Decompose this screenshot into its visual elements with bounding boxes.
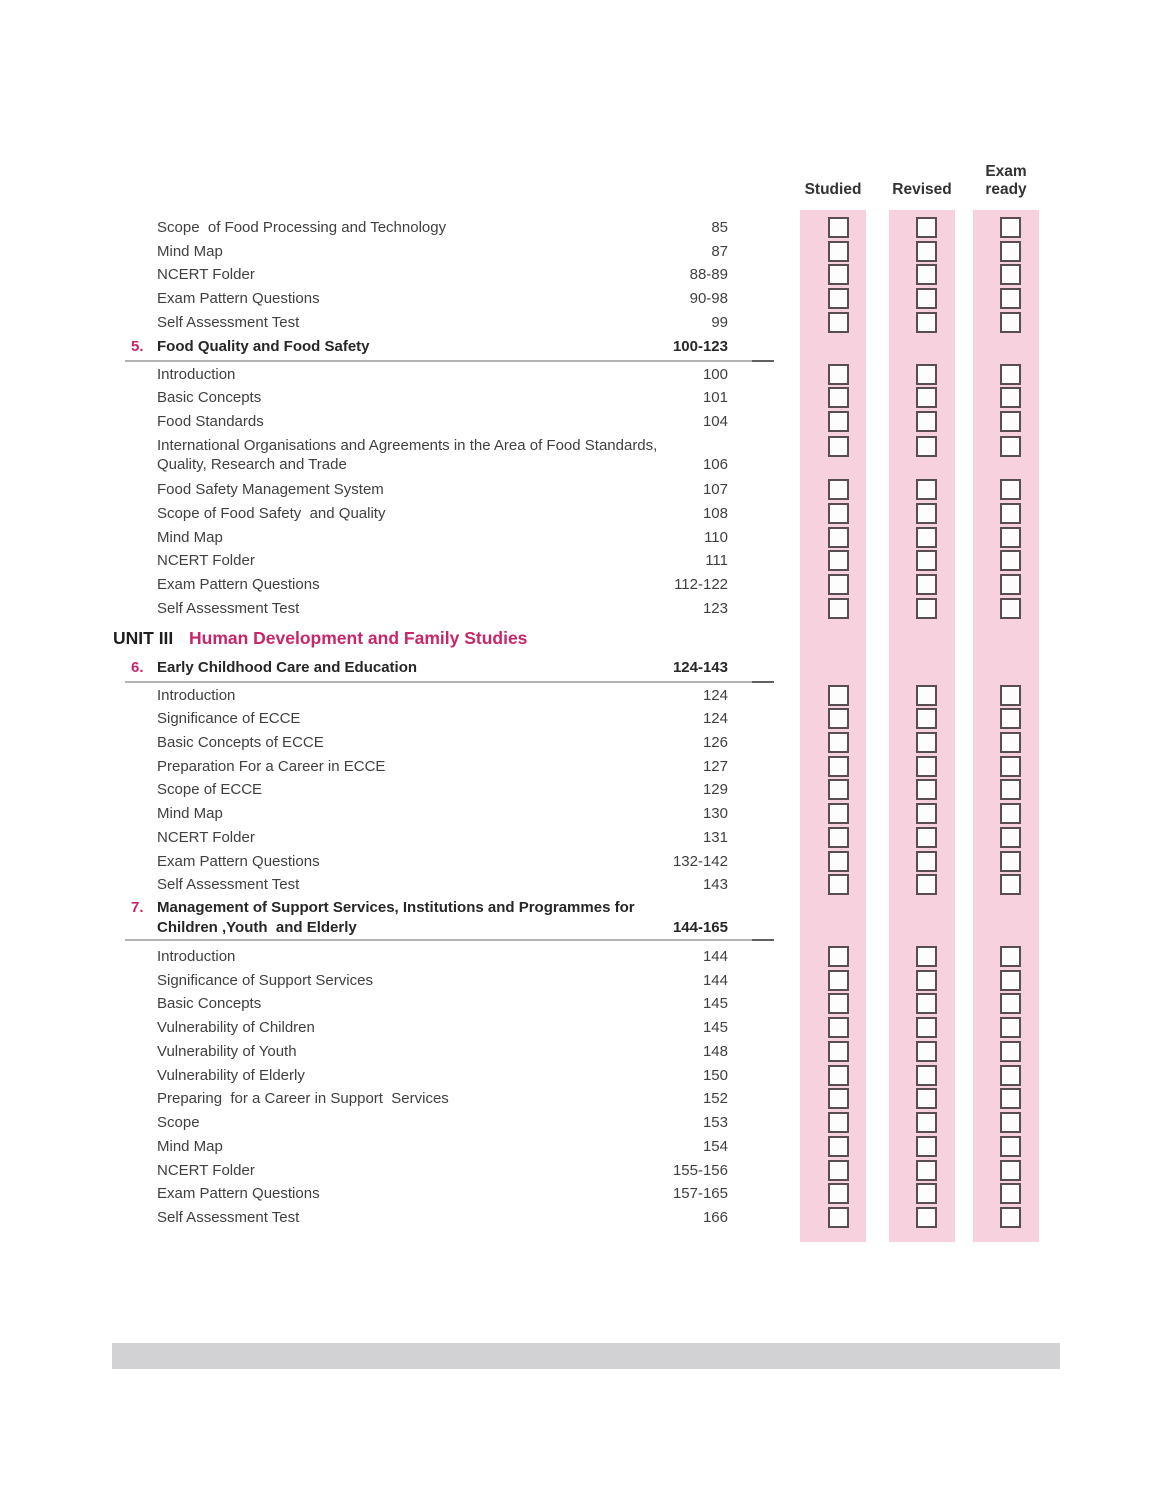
entry-title: Exam Pattern Questions: [157, 852, 320, 870]
entry-title: Introduction: [157, 948, 236, 966]
entry-title: Preparation For a Career in ECCE: [157, 757, 386, 775]
bottom-page-bar: [112, 1343, 1060, 1369]
exam-ready-checkbox[interactable]: [1000, 264, 1021, 285]
chapter-heading-row: [0, 897, 1174, 945]
studied-checkbox[interactable]: [828, 436, 849, 457]
chapter-title-line2: Children ,Youth and Elderly: [157, 919, 357, 937]
toc-entry-row: [0, 478, 1174, 502]
entry-page-number: 127: [702, 757, 728, 775]
entry-title: Mind Map: [157, 805, 223, 823]
entry-title: Self Assessment Test: [157, 313, 300, 331]
revised-checkbox[interactable]: [916, 1136, 937, 1157]
entry-page-number: 110: [704, 528, 728, 546]
entry-page-number: 143: [702, 876, 728, 894]
toc-entry-row: [0, 386, 1174, 410]
exam-ready-checkbox[interactable]: [1000, 479, 1021, 500]
revised-checkbox[interactable]: [916, 264, 937, 285]
revised-checkbox[interactable]: [916, 803, 937, 824]
entry-page-number: 145: [702, 995, 728, 1013]
entry-title: Mind Map: [157, 528, 223, 546]
chapter-number: 7.: [131, 899, 144, 917]
toc-entry-row: [0, 526, 1174, 550]
toc-entry-row: [0, 707, 1174, 731]
exam-ready-checkbox[interactable]: [1000, 708, 1021, 729]
entry-title: Self Assessment Test: [157, 876, 300, 894]
toc-entry-row: [0, 1206, 1174, 1230]
entry-page-number: 152: [702, 1090, 728, 1108]
entry-title: Basic Concepts: [157, 389, 262, 407]
entry-page-number: 88-89: [689, 266, 728, 284]
entry-title-line1: International Organisations and Agreements in the Area of Food Standards,: [157, 436, 658, 454]
studied-checkbox[interactable]: [828, 1017, 849, 1038]
studied-checkbox[interactable]: [828, 1088, 849, 1109]
toc-entry-row: [0, 434, 1174, 479]
entry-title: Vulnerability of Youth: [157, 1042, 297, 1060]
studied-checkbox[interactable]: [828, 1207, 849, 1228]
entry-page-number: 130: [702, 805, 728, 823]
entry-page-number: 99: [711, 313, 728, 331]
entry-title: NCERT Folder: [157, 266, 255, 284]
revised-checkbox[interactable]: [916, 479, 937, 500]
studied-checkbox[interactable]: [828, 993, 849, 1014]
studied-checkbox[interactable]: [828, 503, 849, 524]
studied-checkbox[interactable]: [828, 598, 849, 619]
chapter-heading-row: [0, 335, 1174, 363]
exam-ready-checkbox[interactable]: [1000, 946, 1021, 967]
revised-checkbox[interactable]: [916, 946, 937, 967]
revised-checkbox[interactable]: [916, 436, 937, 457]
entry-title: Basic Concepts of ECCE: [157, 734, 324, 751]
entry-title: Significance of Support Services: [157, 971, 373, 989]
revised-checkbox[interactable]: [916, 312, 937, 333]
toc-entry-row: [0, 549, 1174, 573]
toc-entry-row: [0, 363, 1174, 387]
entry-page-number: 85: [711, 219, 728, 236]
entry-title: NCERT Folder: [157, 1161, 255, 1179]
entry-title: Scope of Food Safety and Quality: [157, 504, 386, 522]
entry-title: NCERT Folder: [157, 552, 255, 570]
toc-entry-row: [0, 502, 1174, 526]
exam-ready-checkbox[interactable]: [1000, 1065, 1021, 1086]
toc-entry-row: [0, 684, 1174, 708]
studied-checkbox[interactable]: [828, 288, 849, 309]
studied-checkbox[interactable]: [828, 1112, 849, 1133]
exam-ready-checkbox[interactable]: [1000, 364, 1021, 385]
studied-checkbox[interactable]: [828, 217, 849, 238]
revised-checkbox[interactable]: [916, 1183, 937, 1204]
entry-page-number: 107: [702, 481, 728, 499]
revised-checkbox[interactable]: [916, 874, 937, 895]
toc-entry-row: [0, 992, 1174, 1016]
chapter-page-range: 124-143: [672, 658, 728, 676]
entry-page-number: 150: [702, 1066, 728, 1084]
entry-page-number: 129: [702, 781, 728, 799]
entry-title: Basic Concepts: [157, 995, 262, 1013]
toc-entry-row: [0, 1182, 1174, 1206]
entry-page-number: 145: [702, 1019, 728, 1037]
revised-checkbox[interactable]: [916, 1160, 937, 1181]
exam-ready-checkbox[interactable]: [1000, 732, 1021, 753]
entry-page-number: 148: [702, 1042, 728, 1060]
studied-checkbox[interactable]: [828, 312, 849, 333]
entry-title-line2: Quality, Research and Trade: [157, 455, 347, 473]
exam-ready-checkbox[interactable]: [1000, 874, 1021, 895]
revised-checkbox[interactable]: [916, 1041, 937, 1062]
table-of-contents: [0, 216, 1174, 1230]
studied-checkbox[interactable]: [828, 1136, 849, 1157]
entry-page-number: 124: [702, 686, 728, 704]
entry-page-number: 154: [702, 1137, 728, 1155]
revised-checkbox[interactable]: [916, 779, 937, 800]
chapter-number: 6.: [131, 658, 144, 676]
toc-entry-row: [0, 850, 1174, 874]
toc-entry-row: [0, 216, 1174, 240]
revised-checkbox[interactable]: [916, 550, 937, 571]
chapter-divider-rule: [125, 360, 774, 362]
exam-ready-checkbox[interactable]: [1000, 827, 1021, 848]
toc-entry-row: [0, 410, 1174, 434]
revised-checkbox[interactable]: [916, 217, 937, 238]
exam-ready-checkbox[interactable]: [1000, 436, 1021, 457]
revised-checkbox[interactable]: [916, 503, 937, 524]
entry-title: Self Assessment Test: [157, 599, 300, 617]
toc-entry-row: [0, 731, 1174, 755]
studied-checkbox[interactable]: [828, 479, 849, 500]
entry-title: Scope of Food Processing and Technology: [157, 219, 447, 236]
exam-ready-checkbox[interactable]: [1000, 550, 1021, 571]
studied-checkbox[interactable]: [828, 732, 849, 753]
revised-checkbox[interactable]: [916, 1112, 937, 1133]
toc-entry-row: [0, 1016, 1174, 1040]
studied-checkbox[interactable]: [828, 685, 849, 706]
toc-entry-row: [0, 263, 1174, 287]
exam-ready-checkbox[interactable]: [1000, 312, 1021, 333]
revised-checkbox[interactable]: [916, 756, 937, 777]
chapter-title: Early Childhood Care and Education: [157, 658, 418, 676]
chapter-title-line1: Management of Support Services, Institutions and Programmes for: [157, 899, 635, 917]
exam-ready-checkbox[interactable]: [1000, 1017, 1021, 1038]
entry-page-number: 100: [702, 365, 728, 383]
entry-page-number: 131: [702, 828, 728, 846]
toc-entry-row: [0, 287, 1174, 311]
entry-page-number: 144: [702, 948, 728, 966]
entry-page-number: 106: [702, 455, 728, 473]
chapter-heading-row: [0, 656, 1174, 684]
studied-checkbox[interactable]: [828, 1183, 849, 1204]
exam-ready-checkbox[interactable]: [1000, 1207, 1021, 1228]
revised-checkbox[interactable]: [916, 241, 937, 262]
toc-entry-row: [0, 311, 1174, 335]
toc-entry-row: [0, 826, 1174, 850]
revised-checkbox[interactable]: [916, 851, 937, 872]
exam-ready-checkbox[interactable]: [1000, 756, 1021, 777]
toc-entry-row: [0, 802, 1174, 826]
exam-ready-checkbox[interactable]: [1000, 970, 1021, 991]
entry-page-number: 126: [702, 734, 728, 751]
toc-entry-row: [0, 755, 1174, 779]
studied-checkbox[interactable]: [828, 574, 849, 595]
unit-title: Human Development and Family Studies: [189, 627, 528, 648]
entry-page-number: 104: [702, 413, 728, 431]
chapter-page-range: 100-123: [672, 337, 728, 355]
entry-page-number: 153: [702, 1114, 728, 1132]
toc-entry-row: [0, 945, 1174, 969]
entry-title: Introduction: [157, 686, 236, 704]
studied-checkbox[interactable]: [828, 1041, 849, 1062]
entry-page-number: 166: [702, 1208, 728, 1226]
studied-column-header: Studied: [804, 181, 862, 198]
studied-checkbox[interactable]: [828, 527, 849, 548]
entry-page-number: 111: [705, 552, 728, 570]
studied-checkbox[interactable]: [828, 1065, 849, 1086]
revised-checkbox[interactable]: [916, 598, 937, 619]
exam-ready-checkbox[interactable]: [1000, 993, 1021, 1014]
entry-page-number: 87: [711, 242, 728, 260]
revised-checkbox[interactable]: [916, 387, 937, 408]
studied-checkbox[interactable]: [828, 779, 849, 800]
studied-checkbox[interactable]: [828, 756, 849, 777]
chapter-page-range: 144-165: [672, 919, 728, 937]
entry-title: Introduction: [157, 365, 236, 383]
toc-entry-row: [0, 969, 1174, 993]
studied-checkbox[interactable]: [828, 550, 849, 571]
revised-checkbox[interactable]: [916, 993, 937, 1014]
unit-heading-row: [0, 621, 1174, 656]
chapter-divider-rule: [125, 681, 774, 683]
studied-checkbox[interactable]: [828, 364, 849, 385]
entry-title: Vulnerability of Elderly: [157, 1066, 305, 1084]
entry-page-number: 123: [702, 599, 728, 617]
chapter-divider-rule: [125, 939, 774, 941]
studied-checkbox[interactable]: [828, 708, 849, 729]
revised-checkbox[interactable]: [916, 1088, 937, 1109]
exam-ready-checkbox[interactable]: [1000, 1183, 1021, 1204]
revised-checkbox[interactable]: [916, 288, 937, 309]
toc-entry-row: [0, 597, 1174, 621]
chapter-title: Food Quality and Food Safety: [157, 337, 370, 355]
exam-ready-checkbox[interactable]: [1000, 1136, 1021, 1157]
entry-title: Scope: [157, 1114, 200, 1132]
entry-title: Self Assessment Test: [157, 1208, 300, 1226]
entry-title: Food Safety Management System: [157, 481, 384, 499]
entry-page-number: 112-122: [674, 576, 728, 594]
toc-entry-row: [0, 1040, 1174, 1064]
entry-page-number: 157-165: [672, 1185, 728, 1203]
toc-entry-row: [0, 573, 1174, 597]
toc-entry-row: [0, 1135, 1174, 1159]
exam-ready-checkbox[interactable]: [1000, 685, 1021, 706]
revised-checkbox[interactable]: [916, 827, 937, 848]
toc-entry-row: [0, 778, 1174, 802]
exam-ready-checkbox[interactable]: [1000, 779, 1021, 800]
exam-ready-header-line1: Exam: [985, 163, 1027, 180]
toc-entry-row: [0, 1111, 1174, 1135]
entry-title: Vulnerability of Children: [157, 1019, 315, 1037]
revised-checkbox[interactable]: [916, 1065, 937, 1086]
revised-checkbox[interactable]: [916, 685, 937, 706]
studied-checkbox[interactable]: [828, 264, 849, 285]
revised-checkbox[interactable]: [916, 1017, 937, 1038]
revised-checkbox[interactable]: [916, 1207, 937, 1228]
studied-checkbox[interactable]: [828, 1160, 849, 1181]
toc-entry-row: [0, 240, 1174, 264]
entry-page-number: 90-98: [689, 290, 728, 308]
toc-entry-row: [0, 873, 1174, 897]
exam-ready-checkbox[interactable]: [1000, 411, 1021, 432]
entry-title: Mind Map: [157, 242, 223, 260]
entry-title: Food Standards: [157, 413, 264, 431]
studied-checkbox[interactable]: [828, 387, 849, 408]
exam-ready-header-line2: ready: [985, 180, 1027, 198]
entry-title: Exam Pattern Questions: [157, 576, 320, 594]
revised-checkbox[interactable]: [916, 411, 937, 432]
exam-ready-checkbox[interactable]: [1000, 574, 1021, 595]
exam-ready-checkbox[interactable]: [1000, 1041, 1021, 1062]
entry-title: NCERT Folder: [157, 828, 255, 846]
exam-ready-column-header: [960, 163, 1052, 198]
entry-title: Preparing for a Career in Support Services: [157, 1090, 449, 1108]
toc-entry-row: [0, 1064, 1174, 1088]
revised-checkbox[interactable]: [916, 527, 937, 548]
studied-checkbox[interactable]: [828, 946, 849, 967]
exam-ready-checkbox[interactable]: [1000, 1112, 1021, 1133]
exam-ready-checkbox[interactable]: [1000, 1160, 1021, 1181]
entry-title: Exam Pattern Questions: [157, 290, 320, 308]
revised-checkbox[interactable]: [916, 364, 937, 385]
exam-ready-checkbox[interactable]: [1000, 288, 1021, 309]
studied-checkbox[interactable]: [828, 827, 849, 848]
revised-checkbox[interactable]: [916, 970, 937, 991]
exam-ready-checkbox[interactable]: [1000, 1088, 1021, 1109]
entry-page-number: 144: [702, 971, 728, 989]
exam-ready-checkbox[interactable]: [1000, 241, 1021, 262]
entry-page-number: 101: [702, 389, 728, 407]
revised-checkbox[interactable]: [916, 708, 937, 729]
studied-checkbox[interactable]: [828, 803, 849, 824]
studied-checkbox[interactable]: [828, 411, 849, 432]
exam-ready-checkbox[interactable]: [1000, 851, 1021, 872]
exam-ready-checkbox[interactable]: [1000, 527, 1021, 548]
entry-title: Mind Map: [157, 1137, 223, 1155]
exam-ready-checkbox[interactable]: [1000, 803, 1021, 824]
unit-number: UNIT III: [113, 627, 174, 648]
studied-checkbox[interactable]: [828, 874, 849, 895]
entry-title: Significance of ECCE: [157, 710, 301, 728]
entry-page-number: 108: [702, 504, 728, 522]
toc-entry-row: [0, 1087, 1174, 1111]
toc-entry-row: [0, 1159, 1174, 1183]
revised-checkbox[interactable]: [916, 732, 937, 753]
studied-checkbox[interactable]: [828, 851, 849, 872]
exam-ready-checkbox[interactable]: [1000, 598, 1021, 619]
entry-page-number: 124: [702, 710, 728, 728]
entry-title: Exam Pattern Questions: [157, 1185, 320, 1203]
studied-checkbox[interactable]: [828, 241, 849, 262]
chapter-number: 5.: [131, 337, 144, 355]
exam-ready-checkbox[interactable]: [1000, 503, 1021, 524]
entry-title: Scope of ECCE: [157, 781, 263, 799]
entry-page-number: 155-156: [672, 1161, 728, 1179]
exam-ready-checkbox[interactable]: [1000, 387, 1021, 408]
exam-ready-checkbox[interactable]: [1000, 217, 1021, 238]
revised-checkbox[interactable]: [916, 574, 937, 595]
revised-column-header: Revised: [892, 181, 952, 198]
entry-page-number: 132-142: [672, 852, 728, 870]
studied-checkbox[interactable]: [828, 970, 849, 991]
